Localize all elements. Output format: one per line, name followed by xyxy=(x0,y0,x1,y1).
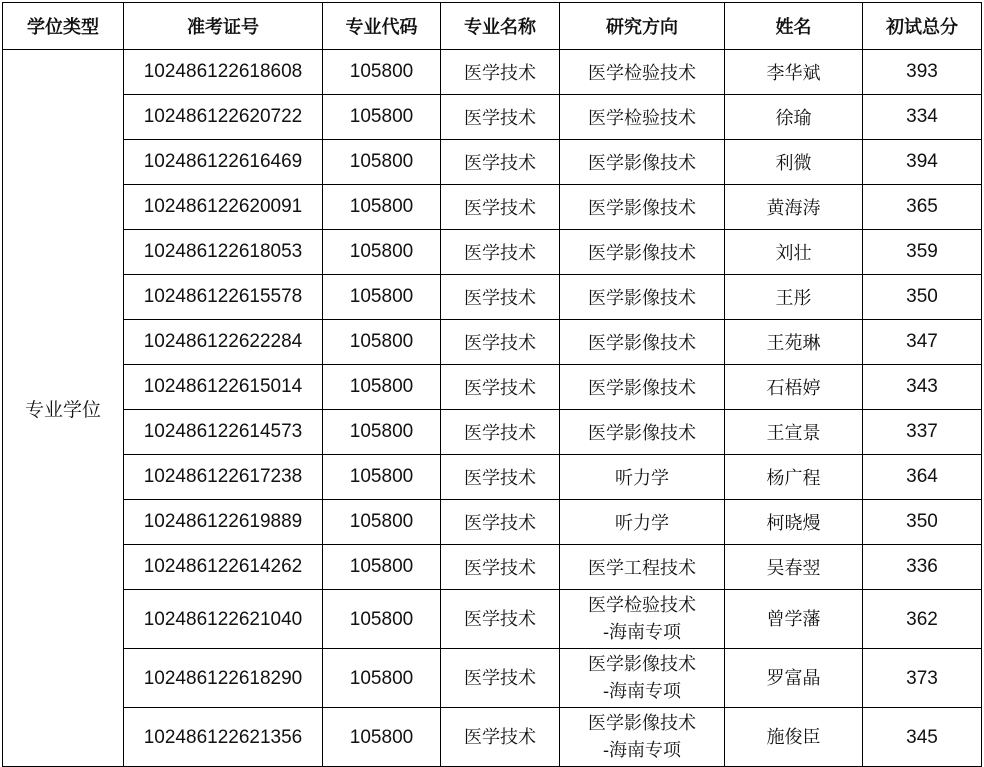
header-exam-number: 准考证号 xyxy=(124,3,323,50)
table-row xyxy=(3,590,982,649)
total-score-cell: 362 xyxy=(863,590,982,649)
major-code-cell: 105800 xyxy=(323,95,441,140)
research-direction-line: 医学影像技术 xyxy=(588,423,696,444)
research-direction-line: 医学检验技术 xyxy=(588,108,696,129)
table-row xyxy=(3,275,982,320)
total-score-cell: 359 xyxy=(863,230,982,275)
total-score-cell: 337 xyxy=(863,410,982,455)
student-name-cell: 柯晓熳 xyxy=(725,500,863,545)
major-name-cell: 医学技术 xyxy=(441,50,560,95)
major-name-cell: 医学技术 xyxy=(441,649,560,708)
total-score-cell: 336 xyxy=(863,545,982,590)
student-name-cell: 利微 xyxy=(725,140,863,185)
major-code-cell: 105800 xyxy=(323,230,441,275)
major-name-cell: 医学技术 xyxy=(441,410,560,455)
research-direction-line: 医学影像技术 xyxy=(588,153,696,174)
student-name-cell: 王宣景 xyxy=(725,410,863,455)
student-name-cell: 罗富晶 xyxy=(725,649,863,708)
research-direction-line: 医学工程技术 xyxy=(588,558,696,579)
research-direction-line: 医学影像技术 xyxy=(588,654,696,675)
exam-number-cell: 102486122614573 xyxy=(124,410,323,455)
research-direction-cell xyxy=(560,140,725,185)
total-score-cell: 393 xyxy=(863,50,982,95)
header-row xyxy=(3,3,982,50)
header-total-score: 初试总分 xyxy=(863,3,982,50)
research-direction-line: -海南专项 xyxy=(602,681,682,702)
table-row xyxy=(3,185,982,230)
research-direction-cell xyxy=(560,320,725,365)
total-score-cell: 347 xyxy=(863,320,982,365)
major-name-cell: 医学技术 xyxy=(441,365,560,410)
exam-number-cell: 102486122616469 xyxy=(124,140,323,185)
exam-number-cell: 102486122618053 xyxy=(124,230,323,275)
degree-type-cell: 专业学位 xyxy=(3,50,124,767)
research-direction-cell xyxy=(560,590,725,649)
table-body xyxy=(3,50,982,767)
student-name-cell: 徐瑜 xyxy=(725,95,863,140)
total-score-cell: 350 xyxy=(863,275,982,320)
research-direction-line: 听力学 xyxy=(615,468,669,489)
research-direction-line: 医学检验技术 xyxy=(588,595,696,616)
research-direction-line: 医学影像技术 xyxy=(588,243,696,264)
research-direction-cell xyxy=(560,455,725,500)
major-code-cell: 105800 xyxy=(323,320,441,365)
student-name-cell: 王苑琳 xyxy=(725,320,863,365)
student-name-cell: 刘壮 xyxy=(725,230,863,275)
exam-number-cell: 102486122617238 xyxy=(124,455,323,500)
research-direction-line: 医学影像技术 xyxy=(588,198,696,219)
major-name-cell: 医学技术 xyxy=(441,500,560,545)
student-name-cell: 李华斌 xyxy=(725,50,863,95)
research-direction-cell xyxy=(560,649,725,708)
total-score-cell: 364 xyxy=(863,455,982,500)
major-name-cell: 医学技术 xyxy=(441,140,560,185)
total-score-cell: 394 xyxy=(863,140,982,185)
table-row xyxy=(3,708,982,767)
exam-number-cell: 102486122619889 xyxy=(124,500,323,545)
table-row xyxy=(3,320,982,365)
research-direction-line: 医学影像技术 xyxy=(588,713,696,734)
total-score-cell: 365 xyxy=(863,185,982,230)
table-row xyxy=(3,545,982,590)
major-name-cell: 医学技术 xyxy=(441,230,560,275)
major-code-cell: 105800 xyxy=(323,185,441,230)
exam-number-cell: 102486122621356 xyxy=(124,708,323,767)
research-direction-cell xyxy=(560,95,725,140)
exam-number-cell: 102486122618290 xyxy=(124,649,323,708)
major-code-cell: 105800 xyxy=(323,708,441,767)
exam-number-cell: 102486122620722 xyxy=(124,95,323,140)
research-direction-line: 医学影像技术 xyxy=(588,333,696,354)
student-name-cell: 吴春翌 xyxy=(725,545,863,590)
header-name: 姓名 xyxy=(725,3,863,50)
major-code-cell: 105800 xyxy=(323,649,441,708)
header-major-code: 专业代码 xyxy=(323,3,441,50)
admission-list-table xyxy=(2,2,982,767)
major-name-cell: 医学技术 xyxy=(441,455,560,500)
major-code-cell: 105800 xyxy=(323,590,441,649)
major-code-cell: 105800 xyxy=(323,545,441,590)
exam-number-cell: 102486122614262 xyxy=(124,545,323,590)
research-direction-line: 听力学 xyxy=(615,513,669,534)
table-row xyxy=(3,649,982,708)
major-code-cell: 105800 xyxy=(323,410,441,455)
major-name-cell: 医学技术 xyxy=(441,185,560,230)
major-name-cell: 医学技术 xyxy=(441,275,560,320)
research-direction-line: -海南专项 xyxy=(602,622,682,643)
major-name-cell: 医学技术 xyxy=(441,590,560,649)
research-direction-cell xyxy=(560,230,725,275)
exam-number-cell: 102486122615578 xyxy=(124,275,323,320)
research-direction-line: 医学影像技术 xyxy=(588,288,696,309)
table-row xyxy=(3,500,982,545)
table-row xyxy=(3,50,982,95)
major-code-cell: 105800 xyxy=(323,365,441,410)
research-direction-cell xyxy=(560,185,725,230)
student-name-cell: 王彤 xyxy=(725,275,863,320)
header-research-direction: 研究方向 xyxy=(560,3,725,50)
research-direction-cell xyxy=(560,275,725,320)
research-direction-cell xyxy=(560,50,725,95)
major-code-cell: 105800 xyxy=(323,500,441,545)
research-direction-line: 医学影像技术 xyxy=(588,378,696,399)
header-major-name: 专业名称 xyxy=(441,3,560,50)
total-score-cell: 334 xyxy=(863,95,982,140)
student-name-cell: 石梧婷 xyxy=(725,365,863,410)
student-name-cell: 施俊臣 xyxy=(725,708,863,767)
exam-number-cell: 102486122622284 xyxy=(124,320,323,365)
major-code-cell: 105800 xyxy=(323,275,441,320)
major-code-cell: 105800 xyxy=(323,455,441,500)
header-degree-type: 学位类型 xyxy=(3,3,124,50)
table-row xyxy=(3,95,982,140)
exam-number-cell: 102486122620091 xyxy=(124,185,323,230)
total-score-cell: 373 xyxy=(863,649,982,708)
major-name-cell: 医学技术 xyxy=(441,95,560,140)
student-name-cell: 杨广程 xyxy=(725,455,863,500)
total-score-cell: 350 xyxy=(863,500,982,545)
research-direction-line: 医学检验技术 xyxy=(588,63,696,84)
research-direction-line: -海南专项 xyxy=(602,740,682,761)
major-name-cell: 医学技术 xyxy=(441,708,560,767)
table-row xyxy=(3,230,982,275)
major-code-cell: 105800 xyxy=(323,50,441,95)
student-name-cell: 曾学藩 xyxy=(725,590,863,649)
research-direction-cell xyxy=(560,365,725,410)
research-direction-cell xyxy=(560,708,725,767)
research-direction-cell xyxy=(560,500,725,545)
student-name-cell: 黄海涛 xyxy=(725,185,863,230)
table-row xyxy=(3,365,982,410)
major-name-cell: 医学技术 xyxy=(441,545,560,590)
exam-number-cell: 102486122618608 xyxy=(124,50,323,95)
table-row xyxy=(3,410,982,455)
research-direction-cell xyxy=(560,410,725,455)
total-score-cell: 343 xyxy=(863,365,982,410)
major-name-cell: 医学技术 xyxy=(441,320,560,365)
exam-number-cell: 102486122615014 xyxy=(124,365,323,410)
exam-number-cell: 102486122621040 xyxy=(124,590,323,649)
total-score-cell: 345 xyxy=(863,708,982,767)
research-direction-cell xyxy=(560,545,725,590)
table-row xyxy=(3,140,982,185)
table-row xyxy=(3,455,982,500)
major-code-cell: 105800 xyxy=(323,140,441,185)
